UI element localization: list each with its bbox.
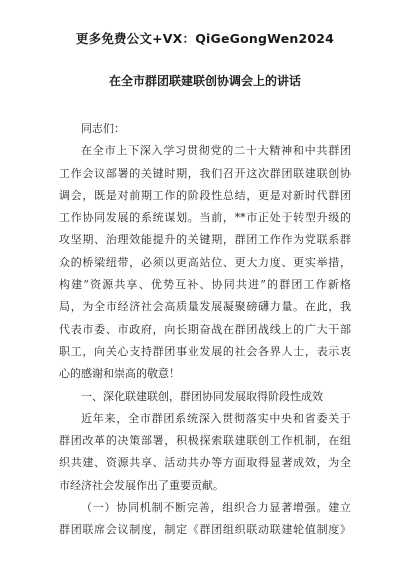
body-line: 群团改革的决策部署，积极探索联建联创工作机制，在组 <box>59 434 351 448</box>
body-line: 织共建、资源共享、活动共办等方面取得显著成效，为全 <box>59 456 351 470</box>
body-line: （一）协同机制不断完善，组织合力显著增强。建立 <box>81 501 351 515</box>
body-line: 工作协同发展的系统谋划。当前，**市正处于转型升级的 <box>59 211 351 225</box>
body-line: 工作会议部署的关键时期，我们召开这次群团联建联创协 <box>59 166 351 180</box>
body-line: 局，为全市经济社会高质量发展凝聚磅礴力量。在此，我 <box>59 300 351 314</box>
document-title: 在全市群团联建联创协调会上的讲话 <box>108 74 301 88</box>
body-line: 同志们： <box>81 122 125 135</box>
body-line: 众的桥梁纽带，必须以更高站位、更大力度、更实举措， <box>59 255 351 269</box>
body-line: 群团联席会议制度，制定《群团组织联动联建轮值制度》 <box>59 523 351 537</box>
body-line: 近年来，全市群团系统深入贯彻落实中央和省委关于 <box>81 411 351 425</box>
body-line: 构建“资源共享、优势互补、协同共进”的群团工作新格 <box>59 278 351 292</box>
body-line: 在全市上下深入学习贯彻党的二十大精神和中共群团 <box>81 144 351 158</box>
body-line: 市经济社会发展作出了重要贡献。 <box>59 478 224 492</box>
document-body <box>59 118 351 542</box>
promo-banner: 更多免费公文+VX：QiGeGongWen2024 <box>75 31 335 46</box>
body-line: 调会，既是对前期工作的阶段性总结，更是对新时代群团 <box>59 188 351 202</box>
body-line: 攻坚期、治理效能提升的关键期，群团工作作为党联系群 <box>59 233 351 247</box>
body-line: 一、深化联建联创，群团协同发展取得阶段性成效 <box>81 389 323 403</box>
body-line: 心的感谢和崇高的敬意！ <box>59 367 180 381</box>
body-line: 职工，向关心支持群团事业发展的社会各界人士，表示衷 <box>59 344 351 358</box>
body-line: 代表市委、市政府，向长期奋战在群团战线上的广大干部 <box>59 322 351 336</box>
